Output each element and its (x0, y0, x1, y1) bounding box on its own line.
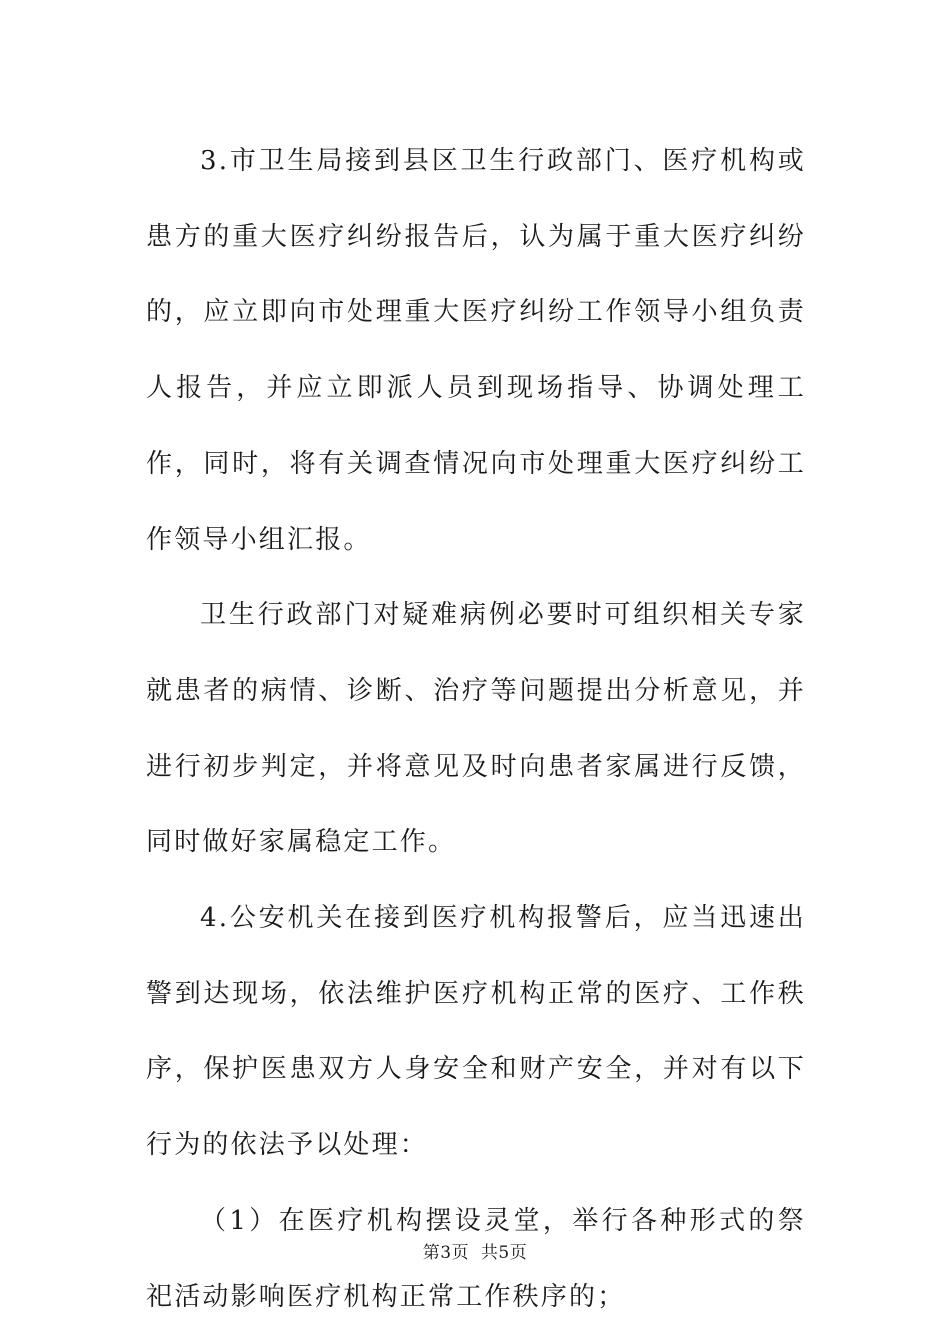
footer-spacer (469, 1243, 481, 1263)
page-total: 共5页 (480, 1243, 528, 1263)
paragraph-expert-review: 卫生行政部门对疑难病例必要时可组织相关专家就患者的病情、诊断、治疗等问题提出分析意见，并进行初步判定，并将意见及时向患者家属进行反馈，同时做好家属稳定工作。 (146, 600, 806, 858)
page-footer (0, 1241, 950, 1265)
page-number: 第3页 (422, 1243, 470, 1263)
paragraph-subitem-1: （1）在医疗机构摆设灵堂，举行各种形式的祭祀活动影响医疗机构正常工作秩序的； (146, 1205, 806, 1312)
paragraph-item-3: 3.市卫生局接到县区卫生行政部门、医疗机构或患方的重大医疗纠纷报告后，认为属于重大医疗纠纷的，应立即向市处理重大医疗纠纷工作领导小组负责人报告，并应立即派人员到现场指导、协调处理工作，同时，将有关调查情况向市处理重大医疗纠纷工作领导小组汇报。 (146, 146, 806, 555)
paragraph-item-4: 4.公安机关在接到医疗机构报警后，应当迅速出警到达现场，依法维护医疗机构正常的医疗、工作秩序，保护医患双方人身安全和财产安全，并对有以下行为的依法予以处理： (146, 903, 806, 1161)
document-body (146, 124, 806, 1335)
